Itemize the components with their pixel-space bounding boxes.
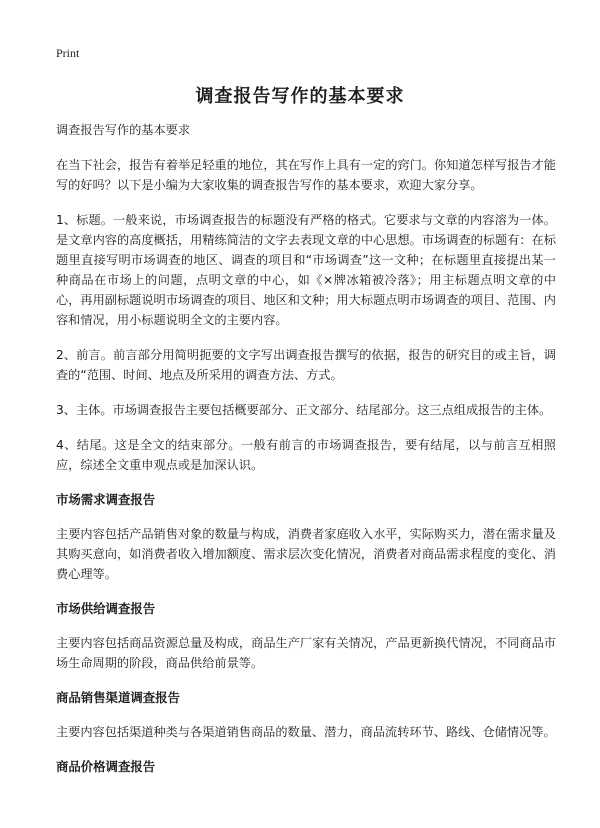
page-title: 调查报告写作的基本要求 <box>195 86 405 107</box>
paragraph-title: 1、标题。一般来说，市场调查报告的标题没有严格的格式。它要求与文章的内容溶为一体。是文章内容的高度概括，用精练简洁的文字去表现文章的中心思想。市场调查的标题有：在标题里直接写明市场调查的地区、调查的项目和“市场调查”这一文种；在标题里直接提出某一种商品在市场上的问题，点明文章的中心，如《×牌冰箱被冷落》；用主标题点明文章的中心，再用副标题说明市场调查的项目、地区和文种；用大标题点明市场调查的项目、范围、内容和情况，用小标题说明全文的主要内容。 <box>56 213 556 327</box>
section-heading-supply: 市场供给调查报告 <box>56 601 156 616</box>
print-label[interactable]: Print <box>56 46 80 60</box>
section-text-demand: 主要内容包括产品销售对象的数量与构成，消费者家庭收入水平，实际购买力，潜在需求量及其购买意向，如消费者收入增加额度、需求层次变化情况，消费者对商品需求程度的变化、消费心理等。 <box>56 527 556 581</box>
document-subtitle: 调查报告写作的基本要求 <box>56 123 191 137</box>
intro-paragraph: 在当下社会，报告有着举足轻重的地位，其在写作上具有一定的窍门。你知道怎样写报告才能写的好吗？以下是小编为大家收集的调查报告写作的基本要求，欢迎大家分享。 <box>56 158 556 192</box>
section-heading-demand: 市场需求调查报告 <box>56 492 156 507</box>
paragraph-preface: 2、前言。前言部分用简明扼要的文字写出调查报告撰写的依据，报告的研究目的或主旨，调查的“范围、时间、地点及所采用的调查方法、方式。 <box>56 348 556 382</box>
paragraph-main-body: 3、主体。市场调查报告主要包括概要部分、正文部分、结尾部分。这三点组成报告的主体。 <box>56 403 552 417</box>
section-text-channel: 主要内容包括渠道种类与各渠道销售商品的数量、潜力，商品流转环节、路线、仓储情况等。 <box>56 725 556 739</box>
document-body <box>56 120 556 791</box>
paragraph-ending: 4、结尾。这是全文的结束部分。一般有前言的市场调查报告，要有结尾，以与前言互相照应，综述全文重申观点或是加深认识。 <box>56 438 556 472</box>
section-heading-price: 商品价格调查报告 <box>56 759 156 774</box>
section-heading-channel: 商品销售渠道调查报告 <box>56 690 180 705</box>
section-text-supply: 主要内容包括商品资源总量及构成，商品生产厂家有关情况，产品更新换代情况，不同商品市场生命周期的阶段，商品供给前景等。 <box>56 636 556 670</box>
